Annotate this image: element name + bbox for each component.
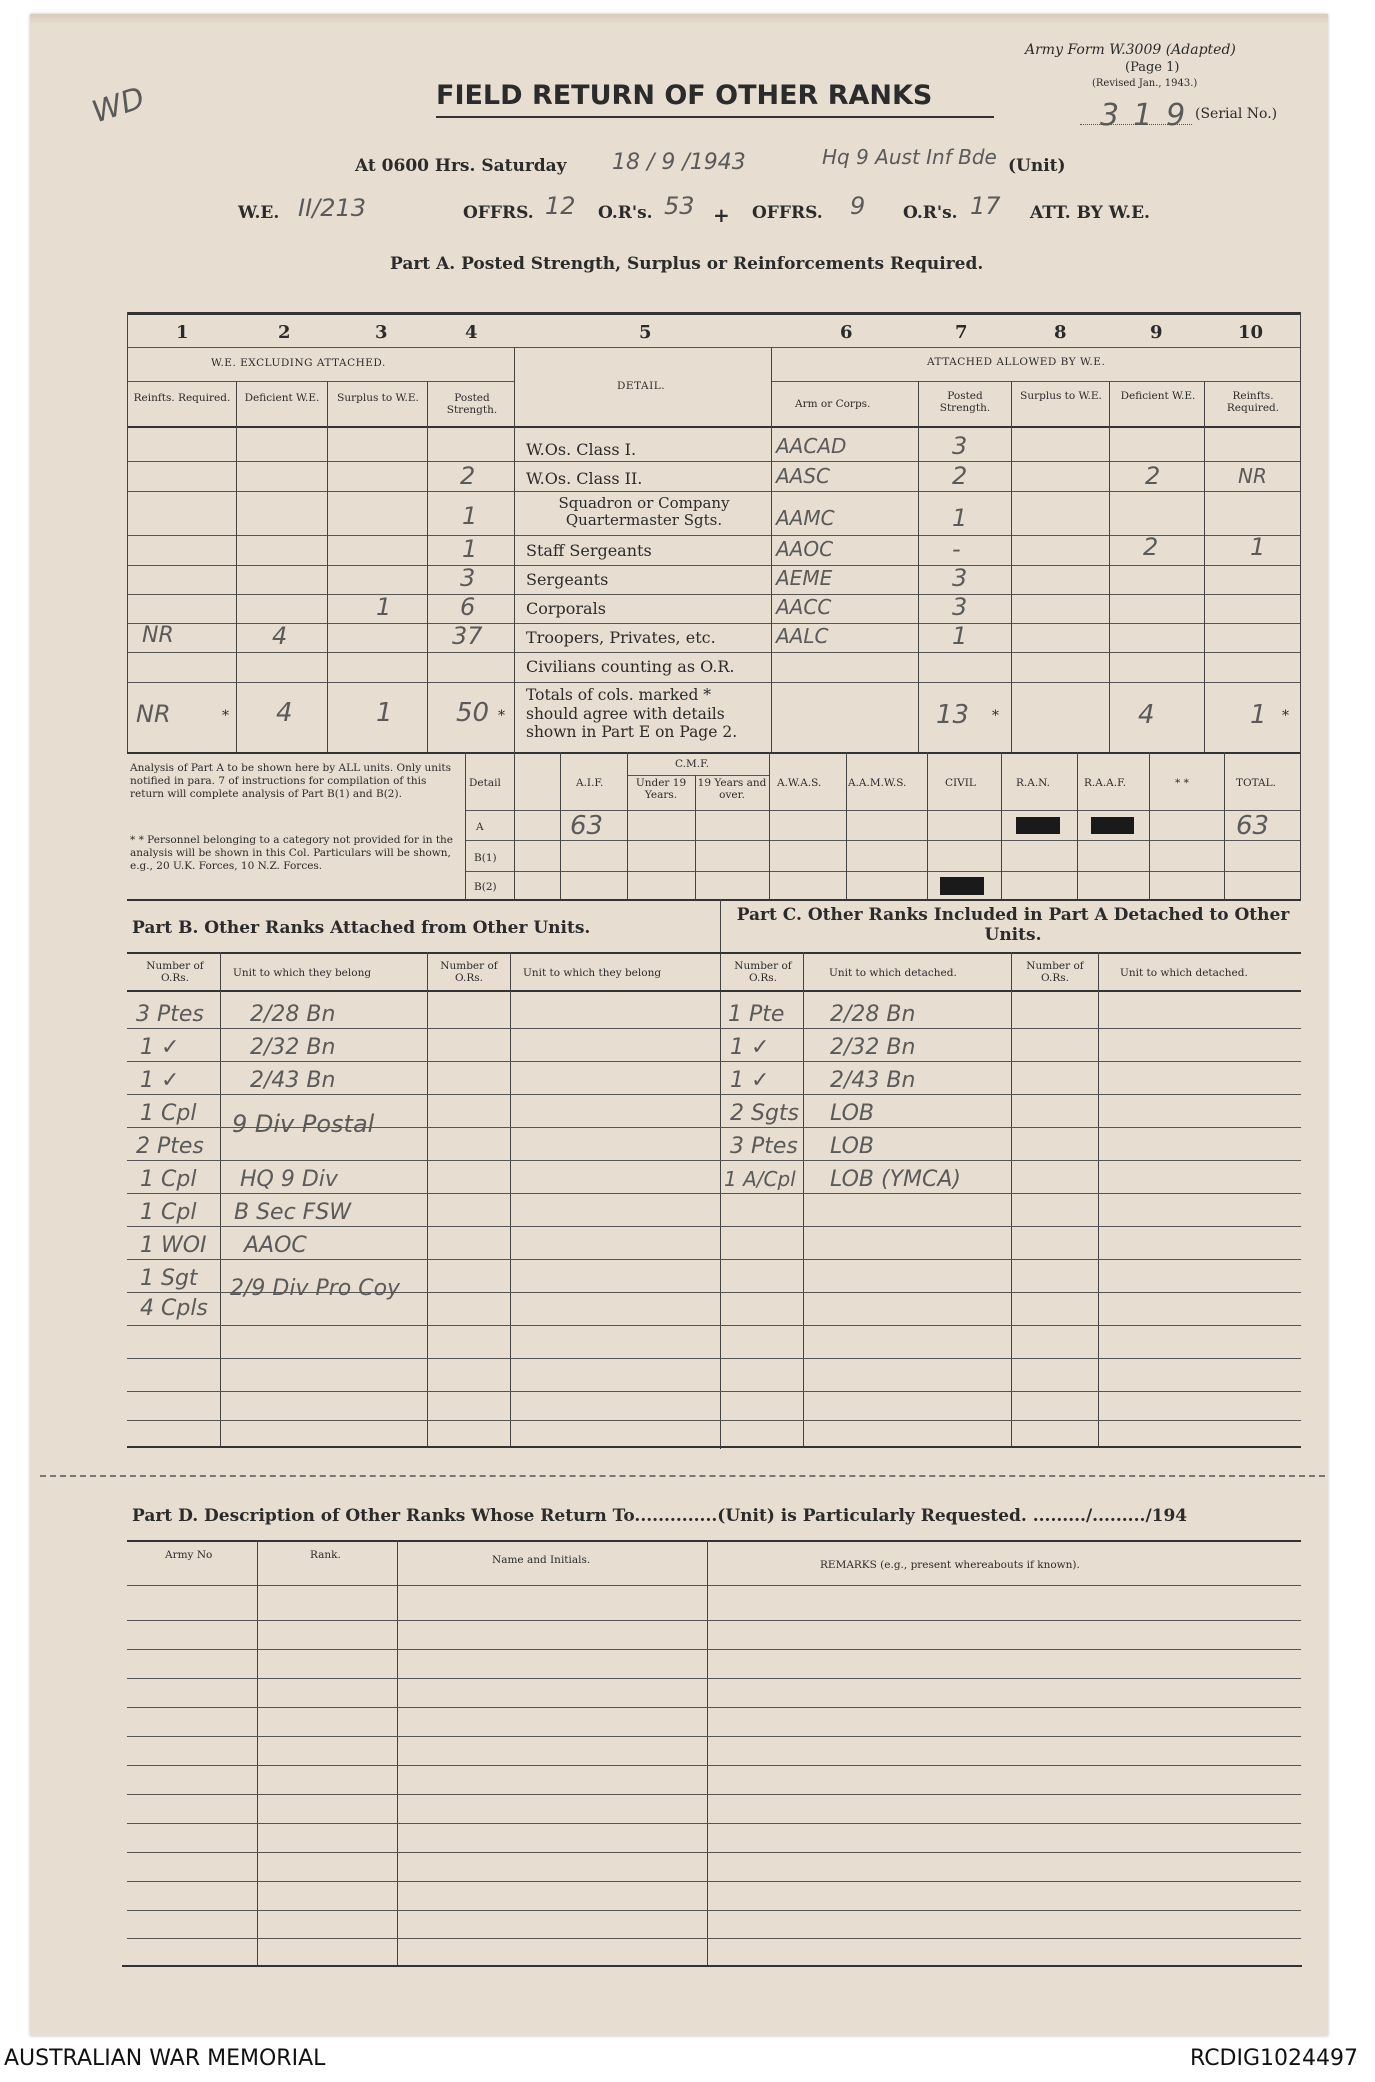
totals-posted-strength: 50: [456, 698, 490, 728]
totals-posted-strength-right: 13: [936, 700, 970, 730]
posted-strength-right-row-2: 2: [952, 462, 968, 490]
part-c-unit-1: 2/28 Bn: [830, 1002, 916, 1027]
detail-staff-sergeants: Staff Sergeants: [526, 541, 652, 560]
posted-strength-right-row-1: 3: [952, 432, 968, 460]
part-c-num-4: 2 Sgts: [730, 1101, 800, 1126]
analysis-aamws: A.A.M.W.S.: [848, 777, 907, 789]
detail-header: DETAIL.: [617, 380, 666, 392]
analysis-cmf-under-19: Under 19 Years.: [635, 777, 687, 802]
part-c-num-6: 1 A/Cpl: [724, 1167, 796, 1191]
part-b-col-number-2: Number of O.Rs.: [440, 960, 498, 985]
analysis-cmf: C.M.F.: [675, 758, 710, 770]
part-b-unit-7: B Sec FSW: [234, 1200, 352, 1225]
posted-strength-row-5: 3: [460, 564, 476, 592]
part-b-num-8: 1 WOI: [140, 1233, 207, 1258]
group-header-right: ATTACHED ALLOWED BY W.E.: [927, 356, 1106, 368]
deficient-right-row-4: 2: [1143, 533, 1159, 561]
arm-corps-row-3: AAMC: [776, 506, 835, 530]
ors-value-2: 17: [970, 192, 1001, 220]
part-b-num-4: 1 Cpl: [140, 1101, 197, 1126]
col-number-5: 5: [639, 322, 652, 343]
part-b-unit-1: 2/28 Bn: [250, 1002, 336, 1027]
analysis-raaf: R.A.A.F.: [1084, 777, 1127, 789]
totals-star-4: *: [498, 708, 505, 724]
totals-star-1: *: [222, 708, 229, 724]
analysis-total: TOTAL.: [1236, 777, 1276, 789]
arm-corps-row-4: AAOC: [776, 537, 834, 561]
arm-corps-row-7: AALC: [776, 624, 829, 648]
part-b-num-9: 1 Sgt: [140, 1266, 198, 1291]
serial-number-value: 319: [1100, 98, 1200, 133]
detail-civilians: Civilians counting as O.R.: [526, 657, 735, 676]
part-d-col-army-no: Army No: [165, 1549, 213, 1561]
col-number-4: 4: [465, 322, 478, 343]
serial-underline: [1080, 124, 1192, 125]
we-value: II/213: [298, 194, 367, 222]
col-number-7: 7: [955, 322, 968, 343]
part-b-unit-8: AAOC: [244, 1233, 307, 1258]
header-deficient-right: Deficient W.E.: [1120, 390, 1196, 402]
header-reinfts-required-left: Reinfts. Required.: [133, 392, 231, 404]
form-id: Army Form W.3009 (Adapted): [1025, 42, 1236, 58]
analysis-note-2: * * Personnel belonging to a category not provided for in the analysis will be shown in this Col. Particulars will be shown, e.g., 20 U.K. Forces, 10 N.Z. Forces.: [130, 834, 454, 873]
margin-annotation: WD: [87, 80, 149, 131]
header-posted-strength-left: Posted Strength.: [446, 392, 498, 417]
offrs-value-2: 9: [850, 192, 866, 220]
att-by-we-label: ATT. BY W.E.: [1030, 203, 1150, 223]
part-b-title: Part B. Other Ranks Attached from Other Units.: [132, 918, 591, 938]
analysis-awas: A.W.A.S.: [777, 777, 822, 789]
header-arm-or-corps: Arm or Corps.: [795, 398, 871, 410]
form-page: (Page 1): [1125, 60, 1180, 75]
ors-label-1: O.R's.: [598, 203, 653, 223]
detail-wo-class-2: W.Os. Class II.: [526, 469, 643, 488]
torn-edge: [30, 14, 1328, 24]
totals-detail: Totals of cols. marked * should agree with details shown in Part E on Page 2.: [526, 686, 738, 742]
part-c-unit-3: 2/43 Bn: [830, 1068, 916, 1093]
deficient-right-row-2: 2: [1145, 462, 1161, 490]
col-number-6: 6: [840, 322, 853, 343]
detail-wo-class-1: W.Os. Class I.: [526, 440, 637, 459]
analysis-note-1: Analysis of Part A to be shown here by ALL units. Only units notified in para. 7 of instructions for compilation of this return will complete analysis of Part B(1) and B(2).: [130, 762, 452, 801]
unit-name: Hq 9 Aust Inf Bde: [822, 145, 997, 169]
redaction-block-civil: [940, 877, 984, 895]
unit-label: (Unit): [1008, 156, 1066, 176]
analysis-row-b1: B(1): [474, 852, 497, 864]
part-b-unit-6: HQ 9 Div: [240, 1167, 338, 1192]
part-a-top-rule: [127, 312, 1301, 315]
deficient-row-7: 4: [272, 622, 288, 650]
part-c-col-number-2: Number of O.Rs.: [1026, 960, 1084, 985]
offrs-value-1: 12: [545, 192, 576, 220]
part-c-col-unit-2: Unit to which detached.: [1120, 967, 1248, 979]
part-c-num-3: 1 ✓: [730, 1068, 770, 1093]
part-c-unit-6: LOB (YMCA): [830, 1167, 961, 1192]
part-c-unit-4: LOB: [830, 1101, 874, 1126]
part-c-unit-2: 2/32 Bn: [830, 1035, 916, 1060]
posted-strength-row-6: 6: [460, 593, 476, 621]
part-b-num-5: 2 Ptes: [136, 1134, 204, 1159]
ors-value-1: 53: [664, 192, 695, 220]
posted-strength-right-row-7: 1: [952, 622, 968, 650]
totals-deficient-right: 4: [1138, 700, 1155, 730]
posted-strength-row-2: 2: [460, 462, 476, 490]
part-b-unit-3: 2/43 Bn: [250, 1068, 336, 1093]
col-number-10: 10: [1238, 322, 1264, 343]
posted-strength-row-7: 37: [452, 622, 483, 650]
ors-label-2: O.R's.: [903, 203, 958, 223]
part-d-col-remarks: REMARKS (e.g., present whereabouts if known).: [820, 1559, 1080, 1571]
form-revised: (Revised Jan., 1943.): [1092, 78, 1198, 89]
analysis-ran: R.A.N.: [1016, 777, 1051, 789]
col-number-1: 1: [176, 322, 189, 343]
part-d-title: Part D. Description of Other Ranks Whose Return To..............(Unit) is Particularly Requested. ........./........./194: [132, 1506, 1188, 1526]
posted-strength-row-4: 1: [462, 535, 478, 563]
analysis-row-b2: B(2): [474, 881, 497, 893]
posted-strength-right-row-4: -: [952, 535, 961, 563]
reinfts-right-row-4: 1: [1250, 533, 1266, 561]
col-number-3: 3: [375, 322, 388, 343]
part-b-unit-2: 2/32 Bn: [250, 1035, 336, 1060]
part-b-col-unit-1: Unit to which they belong: [233, 967, 372, 979]
totals-deficient: 4: [276, 698, 293, 728]
part-b-num-3: 1 ✓: [140, 1068, 180, 1093]
header-deficient-left: Deficient W.E.: [244, 392, 320, 404]
totals-reinfts: NR: [136, 700, 171, 728]
posted-strength-right-row-3: 1: [952, 504, 968, 532]
analysis-other: * *: [1175, 777, 1189, 789]
perforation-line: [40, 1475, 1325, 1477]
return-date: 18 / 9 /1943: [612, 150, 746, 175]
analysis-total-value: 63: [1236, 811, 1270, 841]
col-number-2: 2: [278, 322, 291, 343]
surplus-row-6: 1: [376, 593, 392, 621]
totals-star-10: *: [1282, 708, 1289, 724]
part-b-num-7: 1 Cpl: [140, 1200, 197, 1225]
analysis-cmf-19-over: 19 Years and over.: [697, 777, 767, 802]
group-header-left: W.E. EXCLUDING ATTACHED.: [211, 357, 386, 369]
part-b-col-number-1: Number of O.Rs.: [146, 960, 204, 985]
form-title: FIELD RETURN OF OTHER RANKS: [436, 80, 933, 111]
detail-corporals: Corporals: [526, 599, 606, 618]
part-c-title: Part C. Other Ranks Included in Part A Detached to Other Units.: [736, 905, 1290, 945]
part-b-num-10: 4 Cpls: [140, 1296, 208, 1321]
detail-troopers-privates: Troopers, Privates, etc.: [526, 628, 716, 647]
part-b-num-1: 3 Ptes: [136, 1002, 204, 1027]
arm-corps-row-2: AASC: [776, 464, 831, 488]
totals-surplus: 1: [376, 698, 393, 728]
totals-star-7: *: [992, 708, 999, 724]
archive-credit: AUSTRALIAN WAR MEMORIAL: [4, 2046, 326, 2071]
posted-strength-row-3: 1: [462, 502, 478, 530]
analysis-aif: A.I.F.: [576, 777, 604, 789]
posted-strength-right-row-6: 3: [952, 593, 968, 621]
title-underline: [436, 116, 994, 118]
header-surplus-left: Surplus to W.E.: [337, 392, 419, 404]
part-b-col-unit-2: Unit to which they belong: [523, 967, 662, 979]
serial-number-label: (Serial No.): [1195, 106, 1278, 122]
part-b-unit-9: 2/9 Div Pro Coy: [230, 1276, 401, 1301]
part-c-unit-5: LOB: [830, 1134, 874, 1159]
plus-sign: +: [713, 203, 730, 227]
part-c-col-number-1: Number of O.Rs.: [734, 960, 792, 985]
header-posted-strength-right: Posted Strength.: [939, 390, 991, 415]
col-number-8: 8: [1054, 322, 1067, 343]
part-b-num-2: 1 ✓: [140, 1035, 180, 1060]
analysis-row-a: A: [476, 821, 484, 833]
part-c-num-1: 1 Pte: [728, 1002, 785, 1027]
at-hours-label: At 0600 Hrs. Saturday: [355, 156, 567, 176]
arm-corps-row-6: AACC: [776, 595, 832, 619]
reinfts-right-row-2: NR: [1238, 464, 1267, 488]
offrs-label-2: OFFRS.: [752, 203, 823, 223]
detail-sqn-coy-qm-sgts: Squadron or Company Quartermaster Sgts.: [558, 494, 730, 530]
part-c-num-5: 3 Ptes: [730, 1134, 798, 1159]
reinfts-row-7: NR: [142, 623, 174, 648]
part-b-unit-4: 9 Div Postal: [232, 1110, 375, 1138]
detail-sergeants: Sergeants: [526, 570, 609, 589]
part-d-col-name: Name and Initials.: [492, 1554, 591, 1566]
col-number-9: 9: [1150, 322, 1163, 343]
analysis-civil: CIVIL: [945, 777, 976, 789]
part-c-num-2: 1 ✓: [730, 1035, 770, 1060]
analysis-detail-header: Detail: [469, 777, 501, 789]
totals-reinfts-right: 1: [1250, 700, 1267, 730]
archive-id: RCDIG1024497: [1190, 2046, 1359, 2071]
redaction-block-raaf: [1091, 817, 1134, 834]
redaction-block-ran: [1016, 817, 1060, 834]
form-paper: [30, 14, 1328, 2036]
header-surplus-right: Surplus to W.E.: [1020, 390, 1102, 402]
part-a-title: Part A. Posted Strength, Surplus or Reinforcements Required.: [390, 254, 984, 274]
header-reinfts-required-right: Reinfts. Required.: [1226, 390, 1280, 415]
arm-corps-row-5: AEME: [776, 566, 833, 590]
arm-corps-row-1: AACAD: [776, 434, 847, 458]
offrs-label-1: OFFRS.: [463, 203, 534, 223]
we-label: W.E.: [238, 203, 280, 223]
analysis-aif-value: 63: [570, 811, 604, 841]
part-b-num-6: 1 Cpl: [140, 1167, 197, 1192]
part-c-col-unit-1: Unit to which detached.: [829, 967, 957, 979]
part-d-col-rank: Rank.: [310, 1549, 341, 1561]
posted-strength-right-row-5: 3: [952, 564, 968, 592]
